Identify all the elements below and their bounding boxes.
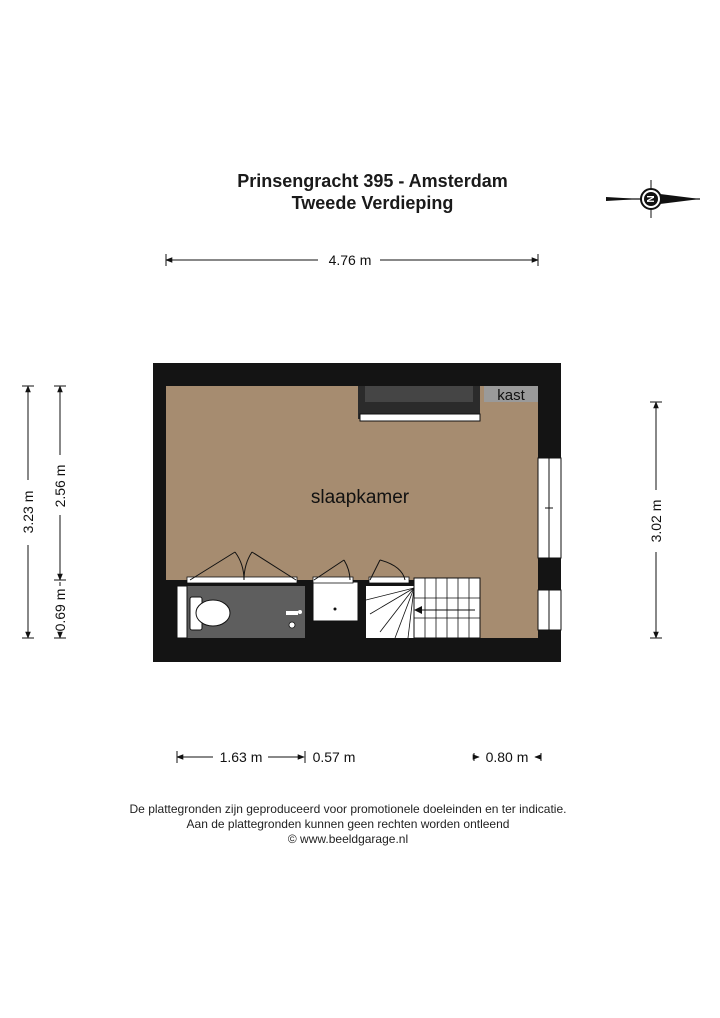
plan-subtitle: Tweede Verdieping (291, 193, 454, 213)
disclaimer-line-2: Aan de plattegronden kunnen geen rechten worden ontleend (186, 817, 510, 831)
dimension-right-label: 3.02 m (648, 499, 664, 543)
dimension-right (648, 402, 664, 638)
dimension-left-outer (20, 386, 36, 638)
north-arrow-icon (606, 180, 700, 218)
dimension-left-inner-upper-label: 2.56 m (52, 464, 68, 508)
dimension-bottom-1-label: 1.63 m (219, 749, 263, 765)
dimension-bottom-3-label: 0.80 m (485, 749, 529, 765)
dimension-top-label: 4.76 m (328, 252, 372, 268)
plan-title: Prinsengracht 395 - Amsterdam (237, 171, 508, 191)
dimension-top-width (166, 252, 538, 268)
sink-room (313, 582, 358, 621)
dimension-left-inner (52, 386, 68, 638)
disclaimer-line-1: De plattegronden zijn geproduceerd voor promotionele doeleinden en ter indicatie. (129, 802, 567, 816)
radiator (360, 414, 480, 421)
dimension-bottom (177, 749, 541, 765)
compass-label: N (644, 195, 655, 203)
dimension-left-inner-lower-label: 0.69 m (52, 588, 68, 632)
dimension-left-outer-label: 3.23 m (20, 490, 36, 534)
toilet-bowl (196, 600, 230, 626)
drain (289, 622, 295, 628)
room-label-closet: kast (497, 387, 525, 404)
copyright-line: © www.beeldgarage.nl (287, 832, 409, 846)
dimension-bottom-2-label: 0.57 m (312, 749, 356, 765)
floor-plan (153, 363, 561, 662)
room-label-bedroom: slaapkamer (310, 487, 410, 508)
